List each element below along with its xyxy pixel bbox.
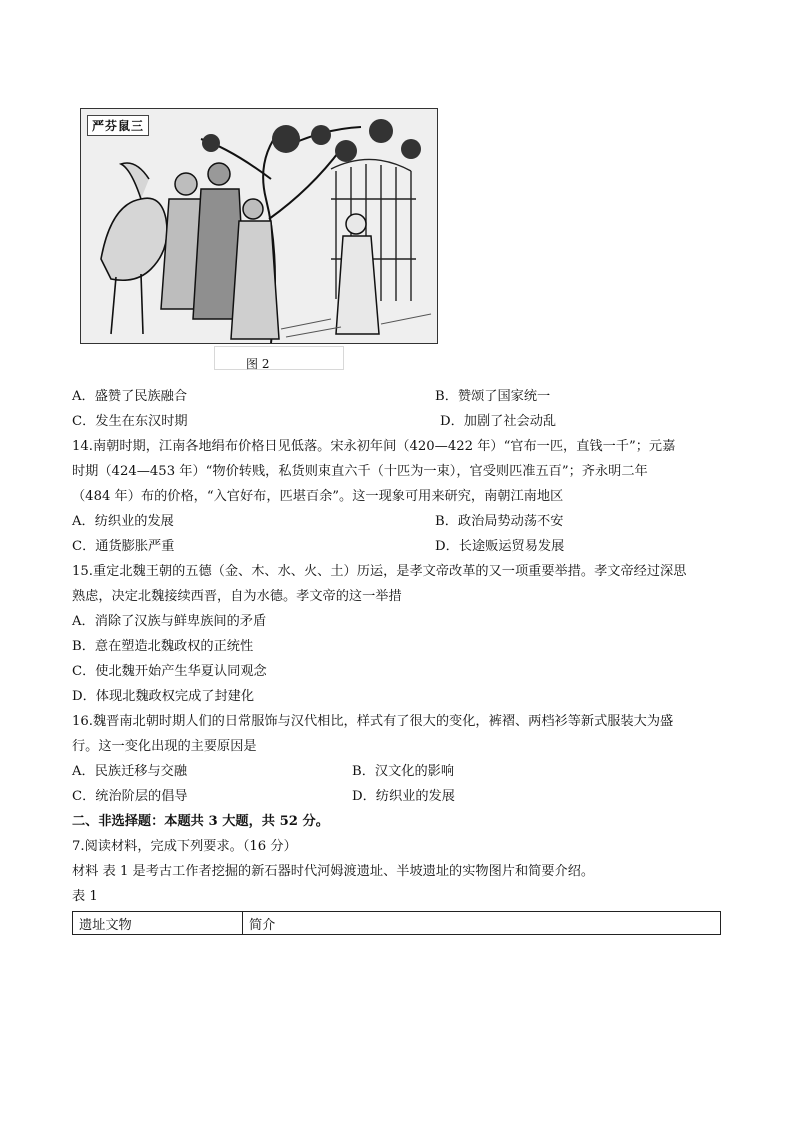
figure-2-illustration <box>80 108 438 344</box>
q15-stem-line-1: 15.重定北魏王朝的五德（金、木、水、火、土）历运，是孝文帝改革的又一项重要举措。孝文帝经过深思 <box>72 564 687 579</box>
q13-option-a[interactable]: A．盛赞了民族融合 <box>72 389 188 404</box>
q14-stem-line-1: 14.南朝时期，江南各地绢布价格日见低落。宋永初年间（420—422 年）“官布一匹，直钱一千”；元嘉 <box>72 439 676 454</box>
q14-option-b[interactable]: B．政治局势动荡不安 <box>435 514 564 529</box>
q16-option-d[interactable]: D．纺织业的发展 <box>352 789 455 804</box>
q13-option-b[interactable]: B．赞颂了国家统一 <box>435 389 551 404</box>
q16-option-b[interactable]: B．汉文化的影响 <box>352 764 455 779</box>
q14-stem-line-3: （484 年）布的价格，“入官好布，匹堪百余”。这一现象可用来研究，南朝江南地区 <box>72 489 564 504</box>
q16-option-c[interactable]: C．统治阶层的倡导 <box>72 789 188 804</box>
table-1-label: 表 1 <box>72 889 98 904</box>
q15-option-c[interactable]: C．使北魏开始产生华夏认同观念 <box>72 664 267 679</box>
table-header-intro: 简介 <box>243 912 721 935</box>
q14-option-a[interactable]: A．纺织业的发展 <box>72 514 174 529</box>
table-1 <box>72 911 721 935</box>
section-2-heading: 二、非选择题：本题共 3 大题，共 52 分。 <box>72 814 329 829</box>
q15-option-d[interactable]: D．体现北魏政权完成了封建化 <box>72 689 255 704</box>
caption-frame <box>214 346 344 370</box>
q14-option-d[interactable]: D．长途贩运贸易发展 <box>435 539 565 554</box>
q15-option-a[interactable]: A．消除了汉族与鲜卑族间的矛盾 <box>72 614 267 629</box>
q15-stem-line-2: 熟虑，决定北魏接续西晋，自为水德。孝文帝的这一举措 <box>72 589 402 604</box>
q16-option-a[interactable]: A．民族迁移与交融 <box>72 764 188 779</box>
q13-option-c[interactable]: C．发生在东汉时期 <box>72 414 188 429</box>
q13-option-d[interactable]: D．加剧了社会动乱 <box>440 414 557 429</box>
q15-option-b[interactable]: B．意在塑造北魏政权的正统性 <box>72 639 254 654</box>
q16-stem-line-1: 16.魏晋南北朝时期人们的日常服饰与汉代相比，样式有了很大的变化，裤褶、两档衫等新式服装大为盛 <box>72 714 674 729</box>
q14-option-c[interactable]: C．通货膨胀严重 <box>72 539 175 554</box>
q17-material: 材料 表 1 是考古工作者挖掘的新石器时代河姆渡遗址、半坡遗址的实物图片和简要介绍。 <box>72 864 595 879</box>
figure-inset-title: 严芬鼠三 <box>87 115 149 136</box>
table-header-artifact: 遗址文物 <box>73 912 243 935</box>
figure-caption: 图 2 <box>246 357 270 371</box>
q17-intro: 7.阅读材料，完成下列要求。（16 分） <box>72 839 297 854</box>
table-header-row <box>73 912 721 935</box>
q14-stem-line-2: 时期（424—453 年）“物价转贱，私货则束直六千（十匹为一束），官受则匹准五百”；齐永明二年 <box>72 464 648 479</box>
q16-stem-line-2: 行。这一变化出现的主要原因是 <box>72 739 257 754</box>
illustration-drawing <box>81 109 437 343</box>
